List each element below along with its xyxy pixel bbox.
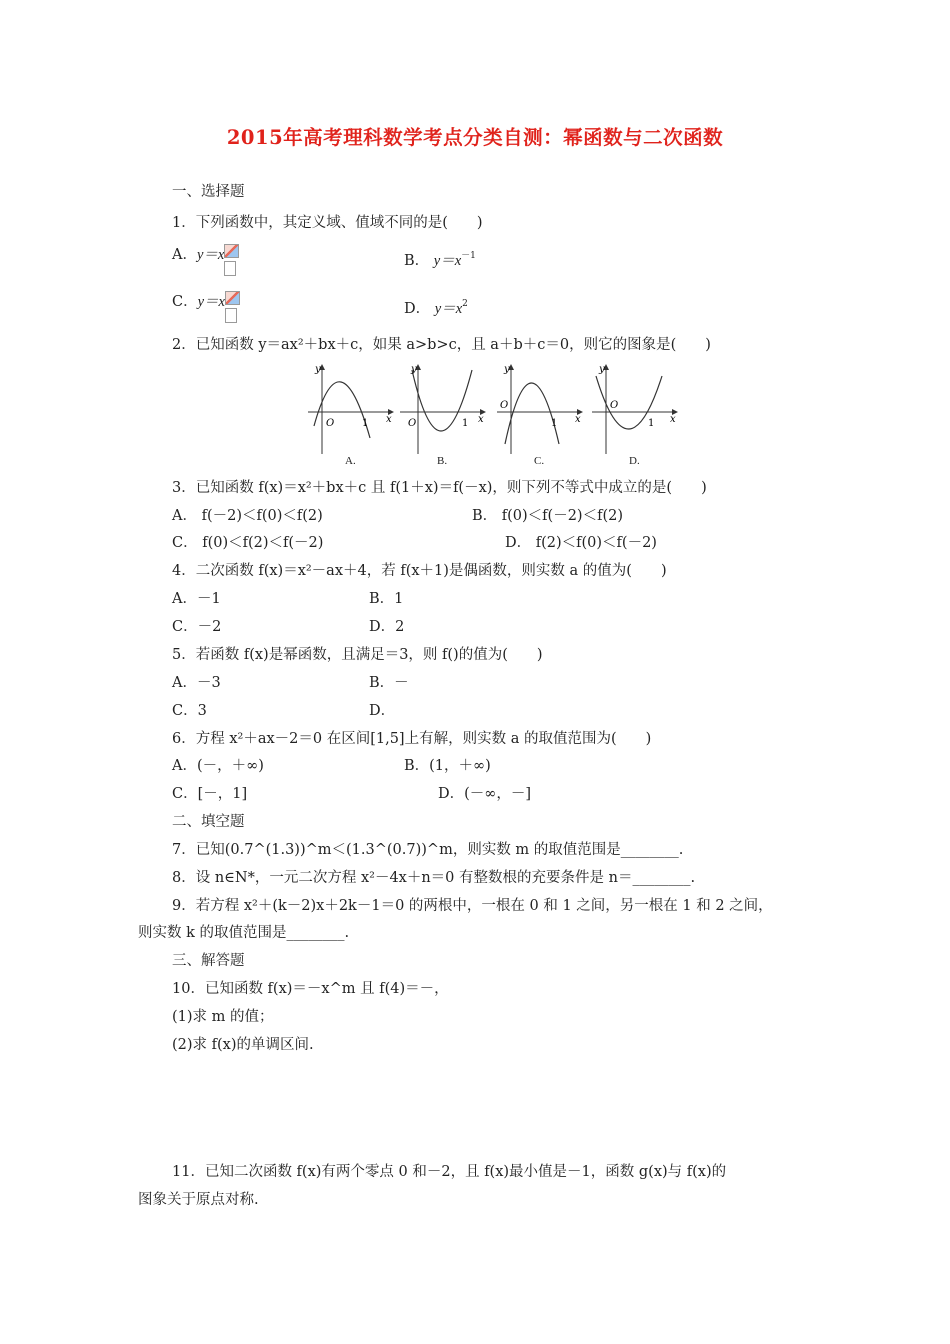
question-4-stem: 4．二次函数 f(x)＝x²－ax＋4，若 f(x＋1)是偶函数，则实数 a 的值为( ) xyxy=(172,563,667,579)
question-1-option-a: A．y＝x xyxy=(172,243,239,277)
parabola-graph-c xyxy=(495,362,587,458)
section-heading-choice: 一、选择题 xyxy=(172,184,245,200)
question-3-option-d: D． f(2)＜f(0)＜f(－2) xyxy=(505,535,657,551)
question-6-option-b: B．(1，＋∞) xyxy=(404,758,491,774)
parabola-graph-a xyxy=(306,362,398,458)
question-5-stem: 5．若函数 f(x)是幂函数，且满足＝3，则 f()的值为( ) xyxy=(172,647,543,663)
svg-text:O: O xyxy=(408,418,417,429)
question-10-part-2: (2)求 f(x)的单调区间. xyxy=(172,1037,314,1053)
question-1-option-d: D． $y=x^2$ xyxy=(404,299,468,317)
graph-label-b: B. xyxy=(437,455,448,467)
svg-text:1: 1 xyxy=(551,418,558,429)
question-4-option-c: C．－2 xyxy=(172,619,222,635)
svg-text:x: x xyxy=(478,414,484,425)
question-1-option-b: B． $y=x^{-1}$ xyxy=(404,251,476,269)
svg-text:1: 1 xyxy=(648,418,655,429)
broken-image-icon xyxy=(225,291,240,324)
question-3-option-a: A． f(－2)＜f(0)＜f(2) xyxy=(172,508,323,524)
graph-label-d: D. xyxy=(629,455,640,467)
svg-text:y: y xyxy=(315,364,321,375)
question-5-option-b: B．－ xyxy=(369,675,409,691)
svg-text:O: O xyxy=(500,400,509,411)
question-9-line-1: 9．若方程 x²＋(k－2)x＋2k－1＝0 的两根中，一根在 0 和 1 之间，另一根在 1 和 2 之间， xyxy=(172,898,773,914)
question-6-option-a: A．(－，＋∞) xyxy=(172,758,264,774)
question-3-stem: 3．已知函数 f(x)＝x²＋bx＋c 且 f(1＋x)＝f(－x)，则下列不等式中成立的是( ) xyxy=(172,480,707,496)
graph-label-a: A. xyxy=(345,455,356,467)
svg-text:x: x xyxy=(386,414,392,425)
svg-text:x: x xyxy=(575,414,581,425)
broken-image-icon xyxy=(224,244,239,277)
question-6-option-c: C．[－，1] xyxy=(172,786,248,802)
section-heading-solve: 三、解答题 xyxy=(172,953,245,969)
question-4-option-d: D．2 xyxy=(369,619,405,635)
question-1-option-c: C．y＝x xyxy=(172,290,240,324)
question-4-option-a: A．－1 xyxy=(172,591,221,607)
question-10-stem: 10．已知函数 f(x)＝－x^m 且 f(4)＝－， xyxy=(172,981,449,997)
question-11-line-1: 11．已知二次函数 f(x)有两个零点 0 和－2，且 f(x)最小值是－1，函数 g(x)与 f(x)的 xyxy=(172,1164,727,1180)
parabola-graph-b xyxy=(398,362,490,458)
question-3-option-c: C． f(0)＜f(2)＜f(－2) xyxy=(172,535,324,551)
svg-text:O: O xyxy=(326,418,335,429)
graph-label-c: C. xyxy=(534,455,545,467)
page-title: 2015年高考理科数学考点分类自测：幂函数与二次函数 xyxy=(226,126,724,149)
question-3-option-b: B． f(0)＜f(－2)＜f(2) xyxy=(472,508,623,524)
question-8-text: 8．设 n∈N*，一元二次方程 x²－4x＋n＝0 有整数根的充要条件是 n＝________. xyxy=(172,870,696,886)
question-9-line-2: 则实数 k 的取值范围是________. xyxy=(138,925,350,941)
svg-text:O: O xyxy=(610,400,619,411)
svg-text:1: 1 xyxy=(462,418,469,429)
question-6-stem: 6．方程 x²＋ax－2＝0 在区间[1,5]上有解，则实数 a 的取值范围为( ) xyxy=(172,731,652,747)
question-4-option-b: B．1 xyxy=(369,591,404,607)
question-11-line-2: 图象关于原点对称. xyxy=(138,1192,259,1208)
svg-text:y: y xyxy=(411,364,417,375)
question-5-option-d: D． xyxy=(369,703,396,719)
question-1-stem: 1．下列函数中，其定义域、值域不同的是( ) xyxy=(172,215,483,231)
svg-text:y: y xyxy=(599,364,605,375)
question-5-option-c: C．3 xyxy=(172,703,207,719)
question-10-part-1: (1)求 m 的值； xyxy=(172,1009,274,1025)
svg-text:1: 1 xyxy=(362,418,369,429)
svg-text:x: x xyxy=(670,414,676,425)
svg-text:y: y xyxy=(504,364,510,375)
question-7-text: 7．已知(0.7^(1.3))^m＜(1.3^(0.7))^m，则实数 m 的取值范围是________. xyxy=(172,842,684,858)
parabola-graph-d xyxy=(590,362,682,458)
question-6-option-d: D．(－∞，－] xyxy=(438,786,532,802)
section-heading-fill: 二、填空题 xyxy=(172,814,245,830)
question-2-stem: 2．已知函数 y＝ax²＋bx＋c，如果 a>b>c，且 a＋b＋c＝0，则它的图象是( ) xyxy=(172,337,711,353)
question-5-option-a: A．－3 xyxy=(172,675,221,691)
